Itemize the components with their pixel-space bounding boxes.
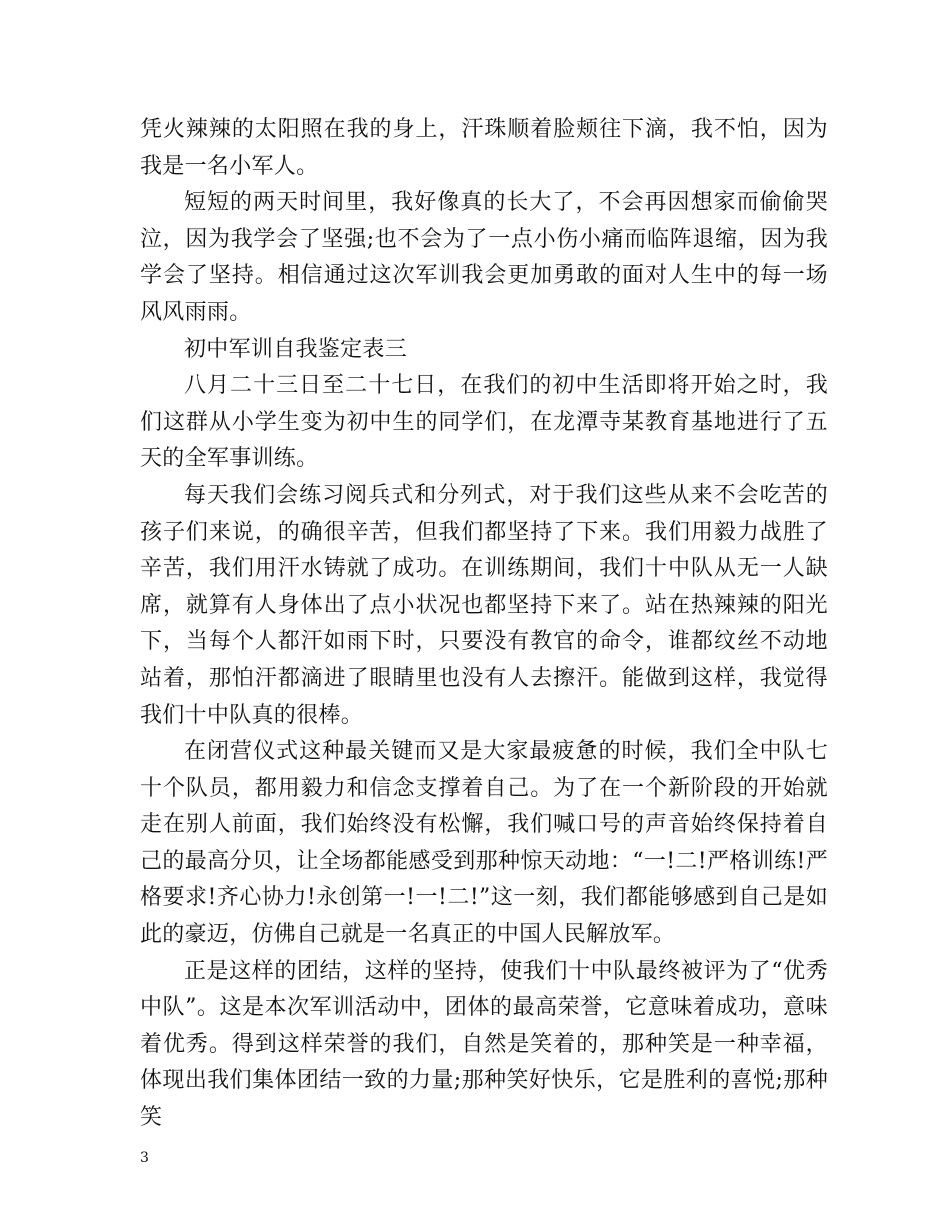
paragraph-4: 每天我们会练习阅兵式和分列式，对于我们这些从来不会吃苦的孩子们来说，的确很辛苦，但我们都坚持了下来。我们用毅力战胜了辛苦，我们用汗水铸就了成功。在训练期间，我们十中队从无一人缺席，就算有人身体出了点小状况也都坚持下来了。站在热辣辣的阳光下，当每个人都汗如雨下时，只要没有教官的命令，谁都纹丝不动地站着，那怕汗都滴进了眼睛里也没有人去擦汗。能做到这样，我觉得我们十中队真的很棒。: [140, 482, 828, 728]
document-body: [140, 112, 828, 1137]
paragraph-6: 正是这样的团结，这样的坚持，使我们十中队最终被评为了“优秀中队”。这是本次军训活动中，团体的最高荣誉，它意味着成功，意味着优秀。得到这样荣誉的我们，自然是笑着的，那种笑是一种幸福，体现出我们集体团结一致的力量;那种笑好快乐，它是胜利的喜悦;那种笑: [140, 958, 828, 1131]
page-number: 3: [140, 1150, 149, 1166]
paragraph-3: 八月二十三日至二十七日，在我们的初中生活即将开始之时，我们这群从小学生变为初中生的同学们，在龙潭寺某教育基地进行了五天的全军事训练。: [140, 373, 828, 472]
section-heading: 初中军训自我鉴定表三: [184, 336, 408, 362]
paragraph-5: 在闭营仪式这种最关键而又是大家最疲惫的时候，我们全中队七十个队员，都用毅力和信念支撑着自己。为了在一个新阶段的开始就走在别人前面，我们始终没有松懈，我们喊口号的声音始终保持着自己的最高分贝，让全场都能感受到那种惊天动地：“一!二!严格训练!严格要求!齐心协力!永创第一!一!二!”这一刻，我们都能够感到自己是如此的豪迈，仿佛自己就是一名真正的中国人民解放军。: [140, 739, 828, 948]
paragraph-2: 短短的两天时间里，我好像真的长大了，不会再因想家而偷偷哭泣，因为我学会了坚强;也不会为了一点小伤小痛而临阵退缩，因为我学会了坚持。相信通过这次军训我会更加勇敢的面对人生中的每一场风风雨雨。: [140, 190, 828, 325]
paragraph-1: 凭火辣辣的太阳照在我的身上，汗珠顺着脸颊往下滴，我不怕，因为我是一名小军人。: [140, 117, 828, 179]
